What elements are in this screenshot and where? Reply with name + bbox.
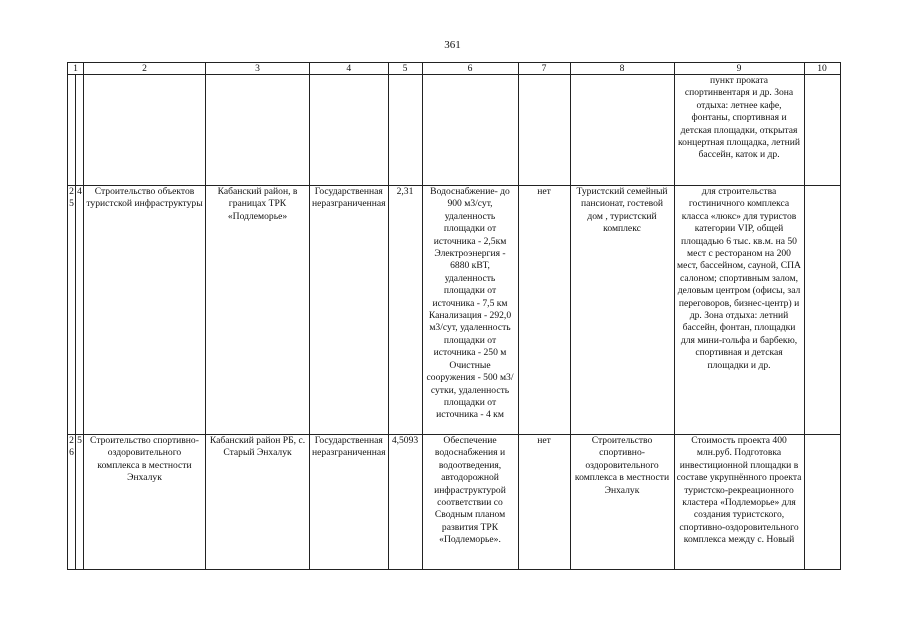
column-number-header-row: [68, 63, 841, 75]
column-number-cell: 7: [518, 63, 570, 75]
column-number-cell: 4: [310, 63, 389, 75]
investment-sites-table: [67, 62, 841, 570]
area-cell: 2,31: [388, 186, 422, 435]
column-10-cell: [804, 186, 840, 435]
column-7-cell: [518, 75, 570, 186]
row-number-b: [76, 75, 83, 185]
column-10-cell: [804, 75, 840, 186]
project-name-cell: Строительство объектов туристской инфраструктуры: [84, 186, 206, 435]
row-number-cell: [68, 186, 84, 435]
column-7-cell: нет: [518, 186, 570, 435]
column-number-cell: 8: [570, 63, 674, 75]
row-number-cell: [68, 435, 84, 570]
row-number-a: [68, 75, 76, 185]
description-cell: Стоимость проекта 400 млн.руб. Подготовка инвестиционной площадки в составе укрупнённого проекта туристско-рекреационного кластера «Подлеморье» для создания туристского, спортивно-оздоровительного комплекса между с. Новый: [674, 435, 804, 570]
ownership-cell: Государственная неразграниченная: [310, 186, 389, 435]
column-number-cell: 9: [674, 63, 804, 75]
column-8-cell: Строительство спортивно-оздоровительного комплекса в местности Энхалук: [570, 435, 674, 570]
description-cell: пункт проката спортинвентаря и др. Зона отдыха: летнее кафе, фонтаны, спортивная и детская площадки, открытая концертная площадка, летний бассейн, каток и др.: [674, 75, 804, 186]
column-number-cell: 3: [206, 63, 310, 75]
row-number-a: 2 6: [68, 435, 76, 569]
column-number-cell: 5: [388, 63, 422, 75]
ownership-cell: [310, 75, 389, 186]
column-number-cell: 1: [68, 63, 84, 75]
row-number-b: 4: [77, 186, 82, 197]
column-7-cell: нет: [518, 435, 570, 570]
project-name-cell: [84, 75, 206, 186]
column-8-cell: [570, 75, 674, 186]
table-row: [68, 75, 841, 186]
infrastructure-cell: [422, 75, 518, 186]
row-number-a: 2 5: [68, 186, 76, 434]
project-name-cell: Строительство спортивно-оздоровительного комплекса в местности Энхалук: [84, 435, 206, 570]
ownership-cell: Государственная неразграниченная: [310, 435, 389, 570]
row-number-b: 5: [77, 435, 82, 446]
area-cell: 4,5093: [388, 435, 422, 570]
location-cell: [206, 75, 310, 186]
page-number: 361: [444, 39, 461, 51]
area-cell: [388, 75, 422, 186]
column-number-cell: 2: [84, 63, 206, 75]
infrastructure-cell: Водоснабжение- до 900 м3/сут, удаленность площадки от источника - 2,5км Электроэнергия - 6880 кВТ, удаленность площадки от источника - 7,5 км Канализация - 292,0 м3/сут, удаленность площадки от источника - 250 м Очистные сооружения - 500 м3/сутки, удаленность площадки от источника - 4 км: [422, 186, 518, 435]
infrastructure-cell: Обеспечение водоснабжения и водоотведения, автодорожной инфраструктурой соответствии со Сводным планом развития ТРК «Подлеморье».: [422, 435, 518, 570]
table-row: [68, 435, 841, 570]
column-number-cell: 10: [804, 63, 840, 75]
column-8-cell: Туристский семейный пансионат, гостевой дом , туристский комплекс: [570, 186, 674, 435]
column-10-cell: [804, 435, 840, 570]
location-cell: Кабанский район, в границах ТРК «Подлеморье»: [206, 186, 310, 435]
column-number-cell: 6: [422, 63, 518, 75]
table-row: [68, 186, 841, 435]
location-cell: Кабанский район РБ, с. Старый Энхалук: [206, 435, 310, 570]
row-number-cell: [68, 75, 84, 186]
description-cell: для строительства гостиничного комплекса класса «люкс» для туристов категории VIP, общей площадью 6 тыс. кв.м. на 50 мест с рестораном на 200 мест, бассейном, сауной, СПА салоном; спортивным залом, деловым центром (офисы, зал переговоров, бизнес-центр) и др. Зона отдыха: летний бассейн, фонтан, площадки для мини-гольфа и барбекю, спортивная и детская площадки и др.: [674, 186, 804, 435]
